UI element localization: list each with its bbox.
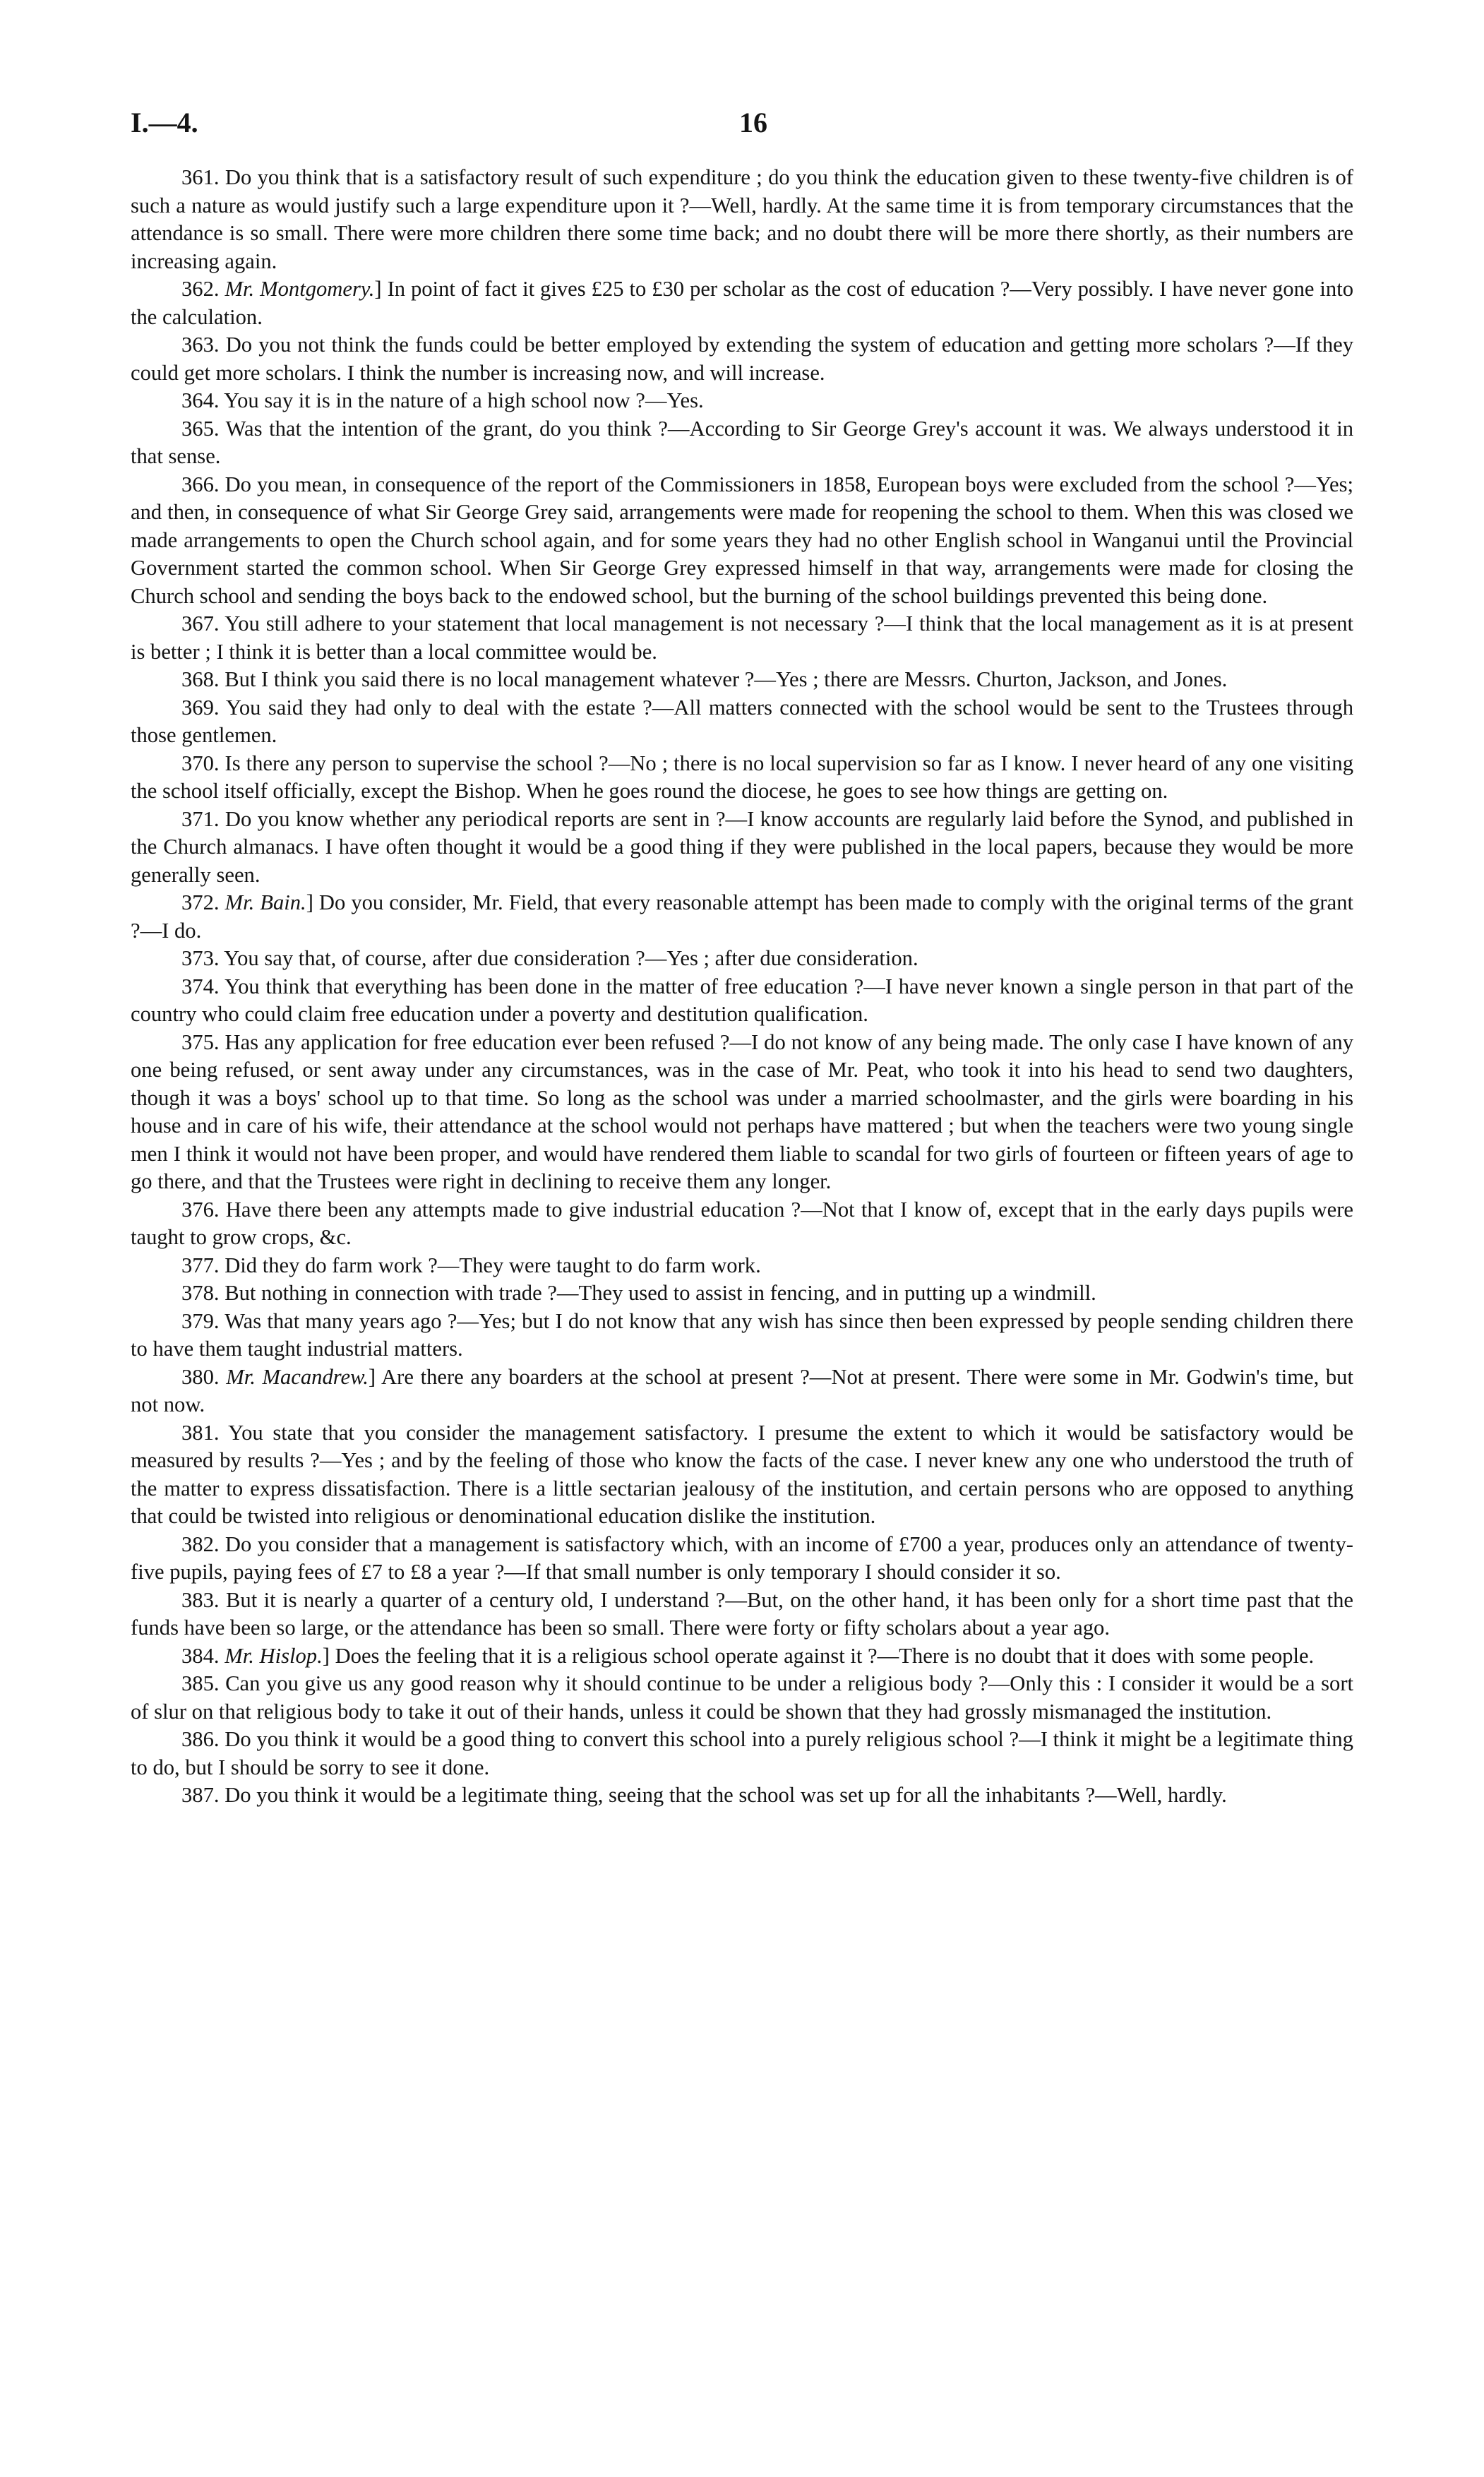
- question-paragraph: [131, 750, 1353, 806]
- question-paragraph: [131, 1670, 1353, 1726]
- question-text: Is there any person to supervise the school ?—No ; there is no local supervision so far as I know. I never heard of any one visiting the school itself officially, except the Bishop. When he goes round the diocese, he goes to see how things are getting on.: [131, 751, 1353, 803]
- question-number: 376.: [181, 1197, 220, 1222]
- question-paragraph: [131, 1252, 1353, 1280]
- question-number: 387.: [181, 1783, 220, 1807]
- document-body: [131, 164, 1353, 1810]
- question-paragraph: [131, 1642, 1353, 1671]
- question-number: 386.: [181, 1727, 220, 1751]
- question-paragraph: [131, 415, 1353, 471]
- question-paragraph: [131, 1781, 1353, 1810]
- question-number: 371.: [181, 806, 220, 831]
- question-paragraph: [131, 275, 1353, 331]
- document-reference: I.—4.: [131, 107, 198, 138]
- question-paragraph: [131, 1029, 1353, 1196]
- question-number: 363.: [181, 333, 220, 357]
- question-text: ] In point of fact it gives £25 to £30 per scholar as the cost of education ?—Very possibly. I have never gone into the calculation.: [131, 277, 1354, 329]
- question-text: Was that many years ago ?—Yes; but I do not know that any wish has since then been expressed by people sending children there to have them taught industrial matters.: [131, 1308, 1353, 1361]
- question-paragraph: [131, 666, 1353, 694]
- question-text: But I think you said there is no local management whatever ?—Yes ; there are Messrs. Churton, Jackson, and Jones.: [225, 667, 1228, 691]
- question-number: 372.: [181, 890, 220, 914]
- question-text: You said they had only to deal with the estate ?—All matters connected with the school would be sent to the Trustees through those gentlemen.: [131, 695, 1354, 747]
- question-number: 365.: [181, 416, 220, 441]
- question-paragraph: [131, 331, 1353, 387]
- question-paragraph: [131, 1196, 1353, 1252]
- question-paragraph: [131, 1531, 1353, 1587]
- question-paragraph: [131, 1726, 1353, 1781]
- question-text: Do you consider that a management is satisfactory which, with an income of £700 a year, produces only an attendance of twenty-five pupils, paying fees of £7 to £8 a year ?—If that small number is only temporary I should consider it so.: [131, 1532, 1353, 1584]
- question-text: Do you think it would be a good thing to convert this school into a purely religious school ?—I think it might be a legitimate thing to do, but I should be sorry to see it done.: [131, 1727, 1353, 1779]
- question-number: 377.: [181, 1253, 220, 1277]
- question-number: 373.: [181, 946, 220, 970]
- question-number: 378.: [181, 1281, 220, 1305]
- question-text: You state that you consider the management satisfactory. I presume the extent to which it would be satisfactory would be measured by results ?—Yes ; and by the feeling of those who know the facts of the case. I never knew any one who understood the truth of the matter to express dissatisfaction. There is a little sectarian jealousy of the institution, and certain persons who are opposed to anything that could be twisted into religious or denominational education dislike the institution.: [131, 1420, 1353, 1528]
- question-text: Do you know whether any periodical reports are sent in ?—I know accounts are regularly laid before the Synod, and published in the Church almanacs. I have often thought it would be a good thing if they were published in the local papers, because they would be more generally seen.: [131, 806, 1353, 887]
- question-number: 370.: [181, 751, 220, 775]
- speaker-name: Mr. Montgomery.: [225, 277, 375, 301]
- question-paragraph: [131, 1308, 1353, 1363]
- question-number: 380.: [181, 1364, 220, 1389]
- question-paragraph: [131, 164, 1353, 275]
- page-number: 16: [739, 107, 767, 138]
- question-number: 383.: [181, 1587, 220, 1612]
- question-number: 366.: [181, 472, 220, 496]
- question-text: You say that, of course, after due consideration ?—Yes ; after due consideration.: [224, 946, 918, 970]
- question-text: Was that the intention of the grant, do you think ?—According to Sir George Grey's account it was. We always understood it in that sense.: [131, 416, 1353, 468]
- question-paragraph: [131, 1419, 1353, 1531]
- question-text: ] Do you consider, Mr. Field, that every reasonable attempt has been made to comply with the original terms of the grant ?—I do.: [131, 890, 1353, 943]
- question-paragraph: [131, 610, 1353, 666]
- question-text: Can you give us any good reason why it should continue to be under a religious body ?—Only this : I consider it would be a sort of slur on that religious body to take it out of their hands, unless it could be shown that they had grossly mismanaged the institution.: [131, 1671, 1354, 1724]
- question-number: 384.: [181, 1643, 220, 1668]
- speaker-name: Mr. Macandrew.: [226, 1364, 369, 1389]
- question-text: ] Does the feeling that it is a religious school operate against it ?—There is no doubt that it does with some people.: [322, 1643, 1315, 1668]
- question-text: You still adhere to your statement that local management is not necessary ?—I think that the local management as it is at present is better ; I think it is better than a local committee would be.: [131, 611, 1353, 664]
- question-text: ] Are there any boarders at the school at present ?—Not at present. There were some in Mr. Godwin's time, but not now.: [131, 1364, 1353, 1416]
- question-text: Did they do farm work ?—They were taught to do farm work.: [225, 1253, 761, 1277]
- question-text: But it is nearly a quarter of a century old, I understand ?—But, on the other hand, it has been only for a short time past that the funds have been so large, or the attendance has been so small. There were forty or fifty scholars about a year ago.: [131, 1587, 1353, 1640]
- question-paragraph: [131, 387, 1353, 415]
- question-paragraph: [131, 806, 1353, 890]
- question-paragraph: [131, 1363, 1353, 1419]
- question-text: But nothing in connection with trade ?—They used to assist in fencing, and in putting up a windmill.: [225, 1281, 1096, 1305]
- question-paragraph: [131, 694, 1353, 750]
- question-number: 369.: [181, 695, 220, 720]
- question-number: 385.: [181, 1671, 220, 1695]
- question-text: Do you think that is a satisfactory result of such expenditure ; do you think the education given to these twenty-five children is of such a nature as would justify such a large expenditure upon it ?—Well, hardly. At the same time it is from temporary circumstances that the attendance is so small. There were more children there some time back; and no doubt there will be more there shortly, as their numbers are increasing again.: [131, 165, 1353, 273]
- question-number: 381.: [181, 1420, 220, 1445]
- question-text: Has any application for free education ever been refused ?—I do not know of any being made. The only case I have known of any one being refused, or sent away under any circumstances, was in the case of Mr. Peat, who took it into his head to send two daughters, though it was a boys' school up to that time. So long as the school was under a married schoolmaster, and the girls were boarding in his house and in care of his wife, their attendance at the school would not perhaps have mattered ; but when the teachers were two young single men I think it would not have been proper, and would have rendered them liable to scandal for two girls of fourteen or fifteen years of age to go there, and that the Trustees were right in declining to receive them any longer.: [131, 1029, 1354, 1193]
- question-number: 367.: [181, 611, 220, 635]
- question-paragraph: [131, 945, 1353, 973]
- question-paragraph: [131, 973, 1353, 1029]
- question-paragraph: [131, 471, 1353, 611]
- page-header: [131, 106, 1353, 148]
- question-text: Have there been any attempts made to give industrial education ?—Not that I know of, except that in the early days pupils were taught to grow crops, &c.: [131, 1197, 1353, 1249]
- question-number: 361.: [181, 165, 220, 189]
- question-text: You think that everything has been done in the matter of free education ?—I have never known a single person in that part of the country who could claim free education under a poverty and destitution qualification.: [131, 974, 1353, 1026]
- question-paragraph: [131, 889, 1353, 945]
- question-number: 368.: [181, 667, 220, 691]
- question-number: 362.: [181, 277, 220, 301]
- question-number: 382.: [181, 1532, 220, 1556]
- question-text: Do you not think the funds could be better employed by extending the system of education and getting more scholars ?—If they could get more scholars. I think the number is increasing now, and will increase.: [131, 333, 1353, 385]
- question-text: You say it is in the nature of a high school now ?—Yes.: [224, 388, 704, 412]
- question-text: Do you think it would be a legitimate thing, seeing that the school was set up for all the inhabitants ?—Well, hardly.: [225, 1783, 1227, 1807]
- question-text: Do you mean, in consequence of the report of the Commissioners in 1858, European boys were excluded from the school ?—Yes; and then, in consequence of what Sir George Grey said, arrangements were made for reopening the school to them. When this was closed we made arrangements to open the Church school again, and for some years they had no other English school in Wanganui until the Provincial Government started the common school. When Sir George Grey expressed himself in that way, arrangements were made for closing the Church school and sending the boys back to the endowed school, but the burning of the school buildings prevented this being done.: [131, 472, 1353, 608]
- question-number: 374.: [181, 974, 220, 998]
- speaker-name: Mr. Bain.: [225, 890, 306, 914]
- speaker-name: Mr. Hislop.: [225, 1643, 323, 1668]
- question-number: 364.: [181, 388, 220, 412]
- question-paragraph: [131, 1279, 1353, 1308]
- question-number: 379.: [181, 1308, 220, 1333]
- question-paragraph: [131, 1587, 1353, 1642]
- question-number: 375.: [181, 1029, 220, 1054]
